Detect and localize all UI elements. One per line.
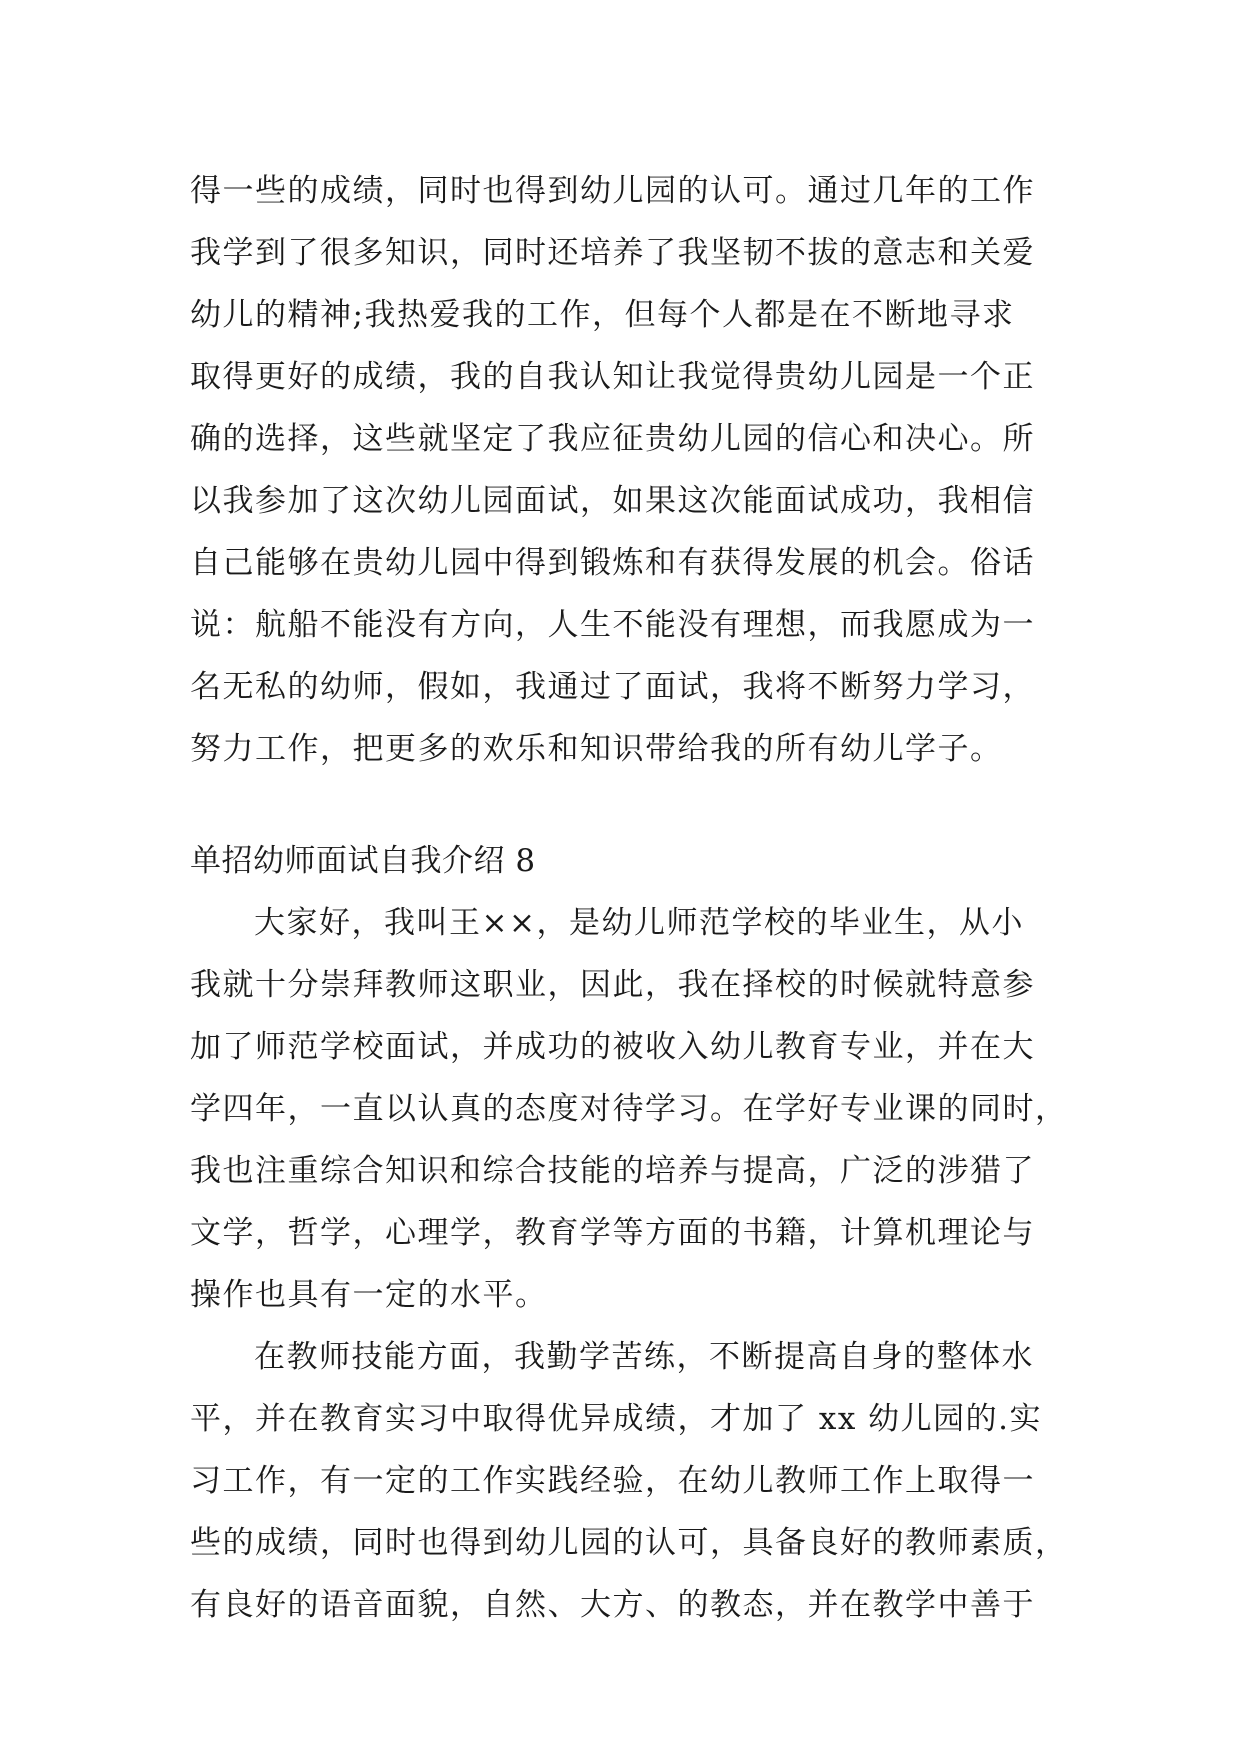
text-line: 努力工作，把更多的欢乐和知识带给我的所有幼儿学子。	[190, 731, 1003, 767]
paragraph-skills	[190, 1326, 1070, 1636]
text-line: 我学到了很多知识，同时还培养了我坚韧不拔的意志和关爱	[190, 235, 1035, 271]
text-line: 大家好，我叫王××，是幼儿师范学校的毕业生，从小	[254, 905, 1024, 941]
text-line: 自己能够在贵幼儿园中得到锻炼和有获得发展的机会。俗话	[190, 545, 1035, 581]
continuation-paragraph	[190, 160, 1070, 780]
text-line: 得一些的成绩，同时也得到幼儿园的认可。通过几年的工作	[190, 173, 1035, 209]
paragraph-intro	[190, 892, 1070, 1326]
paragraph-gap	[190, 780, 1070, 830]
text-line: 学四年，一直以认真的态度对待学习。在学好专业课的同时，	[190, 1091, 1068, 1127]
text-line: 取得更好的成绩，我的自我认知让我觉得贵幼儿园是一个正	[190, 359, 1035, 395]
section-heading: 单招幼师面试自我介绍 8	[190, 843, 536, 879]
text-line: 些的成绩，同时也得到幼儿园的认可，具备良好的教师素质，	[190, 1525, 1068, 1561]
text-line: 加了师范学校面试，并成功的被收入幼儿教育专业，并在大	[190, 1029, 1035, 1065]
text-line: 以我参加了这次幼儿园面试，如果这次能面试成功，我相信	[190, 483, 1035, 519]
text-line: 平，并在教育实习中取得优异成绩，才加了 xx 幼儿园的.实	[190, 1401, 1043, 1437]
text-line: 说：航船不能没有方向，人生不能没有理想，而我愿成为一	[190, 607, 1035, 643]
document-body	[190, 160, 1070, 1636]
text-line: 有良好的语音面貌，自然、大方、的教态，并在教学中善于	[190, 1587, 1035, 1623]
text-line: 在教师技能方面，我勤学苦练，不断提高自身的整体水	[254, 1339, 1034, 1375]
text-line: 文学，哲学，心理学，教育学等方面的书籍，计算机理论与	[190, 1215, 1035, 1251]
text-line: 幼儿的精神;我热爱我的工作，但每个人都是在不断地寻求	[190, 297, 1015, 333]
text-line: 我也注重综合知识和综合技能的培养与提高，广泛的涉猎了	[190, 1153, 1035, 1189]
text-line: 我就十分崇拜教师这职业，因此，我在择校的时候就特意参	[190, 967, 1035, 1003]
text-line: 名无私的幼师，假如，我通过了面试，我将不断努力学习，	[190, 669, 1035, 705]
text-line: 操作也具有一定的水平。	[190, 1277, 548, 1313]
text-line: 习工作，有一定的工作实践经验，在幼儿教师工作上取得一	[190, 1463, 1035, 1499]
text-line: 确的选择，这些就坚定了我应征贵幼儿园的信心和决心。所	[190, 421, 1035, 457]
